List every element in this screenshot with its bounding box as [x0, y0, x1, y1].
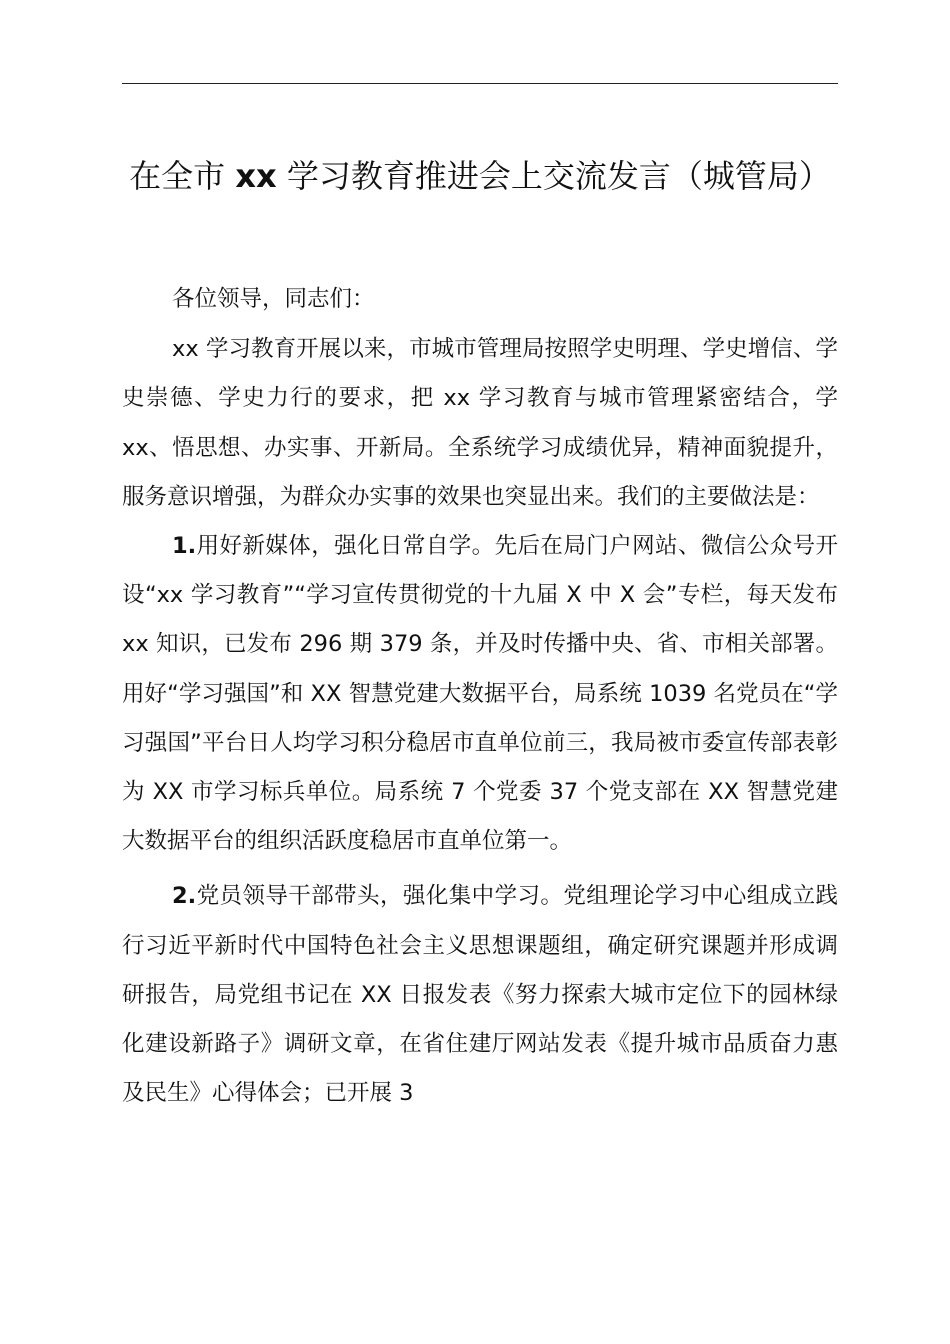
header-rule — [122, 83, 838, 84]
title-bold-xx: xx — [235, 157, 277, 195]
title-part-2: 学习教育推进会上交流发言（城管局） — [276, 157, 831, 195]
intro-paragraph: xx 学习教育开展以来，市城市管理局按照学史明理、学史增信、学史崇德、学史力行的要求，把 xx 学习教育与城市管理紧密结合，学 xx、悟思想、办实事、开新局。全系统学习成绩优异，精神面貌提升，服务意识增强，为群众办实事的效果也突显出来。我们的主要做法是： — [122, 336, 838, 510]
greeting-paragraph: 各位领导，同志们： — [172, 286, 375, 312]
document-body — [122, 275, 838, 1118]
section-1-number: 1. — [172, 533, 197, 560]
section-2-text: 党员领导干部带头，强化集中学习。党组理论学习中心组成立践行习近平新时代中国特色社会主义思想课题组，确定研究课题并形成调研报告，局党组书记在 XX 日报发表《努力探索大城市定位下的园林绿化建设新路子》调研文章，在省住建厅网站发表《提升城市品质奋力惠及民生》心得体会；已开展 3 — [122, 883, 838, 1107]
section-2-paragraph — [122, 872, 838, 1118]
document-title — [122, 152, 838, 200]
section-1-paragraph — [122, 522, 838, 866]
section-2-number: 2. — [172, 883, 197, 910]
title-part-1: 在全市 — [129, 157, 236, 195]
section-1-text: 用好新媒体，强化日常自学。先后在局门户网站、微信公众号开设“xx 学习教育”“学习宣传贯彻党的十九届 X 中 X 会”专栏，每天发布 xx 知识，已发布 296 期 379 条，并及时传播中央、省、市相关部署。用好“学习强国”和 XX 智慧党建大数据平台，局系统 1039 名党员在“学习强国”平台日人均学习积分稳居市直单位前三，我局被市委宣传部表彰为 XX 市学习标兵单位。局系统 7 个党委 37 个党支部在 XX 智慧党建大数据平台的组织活跃度稳居市直单位第一。 — [122, 533, 838, 855]
